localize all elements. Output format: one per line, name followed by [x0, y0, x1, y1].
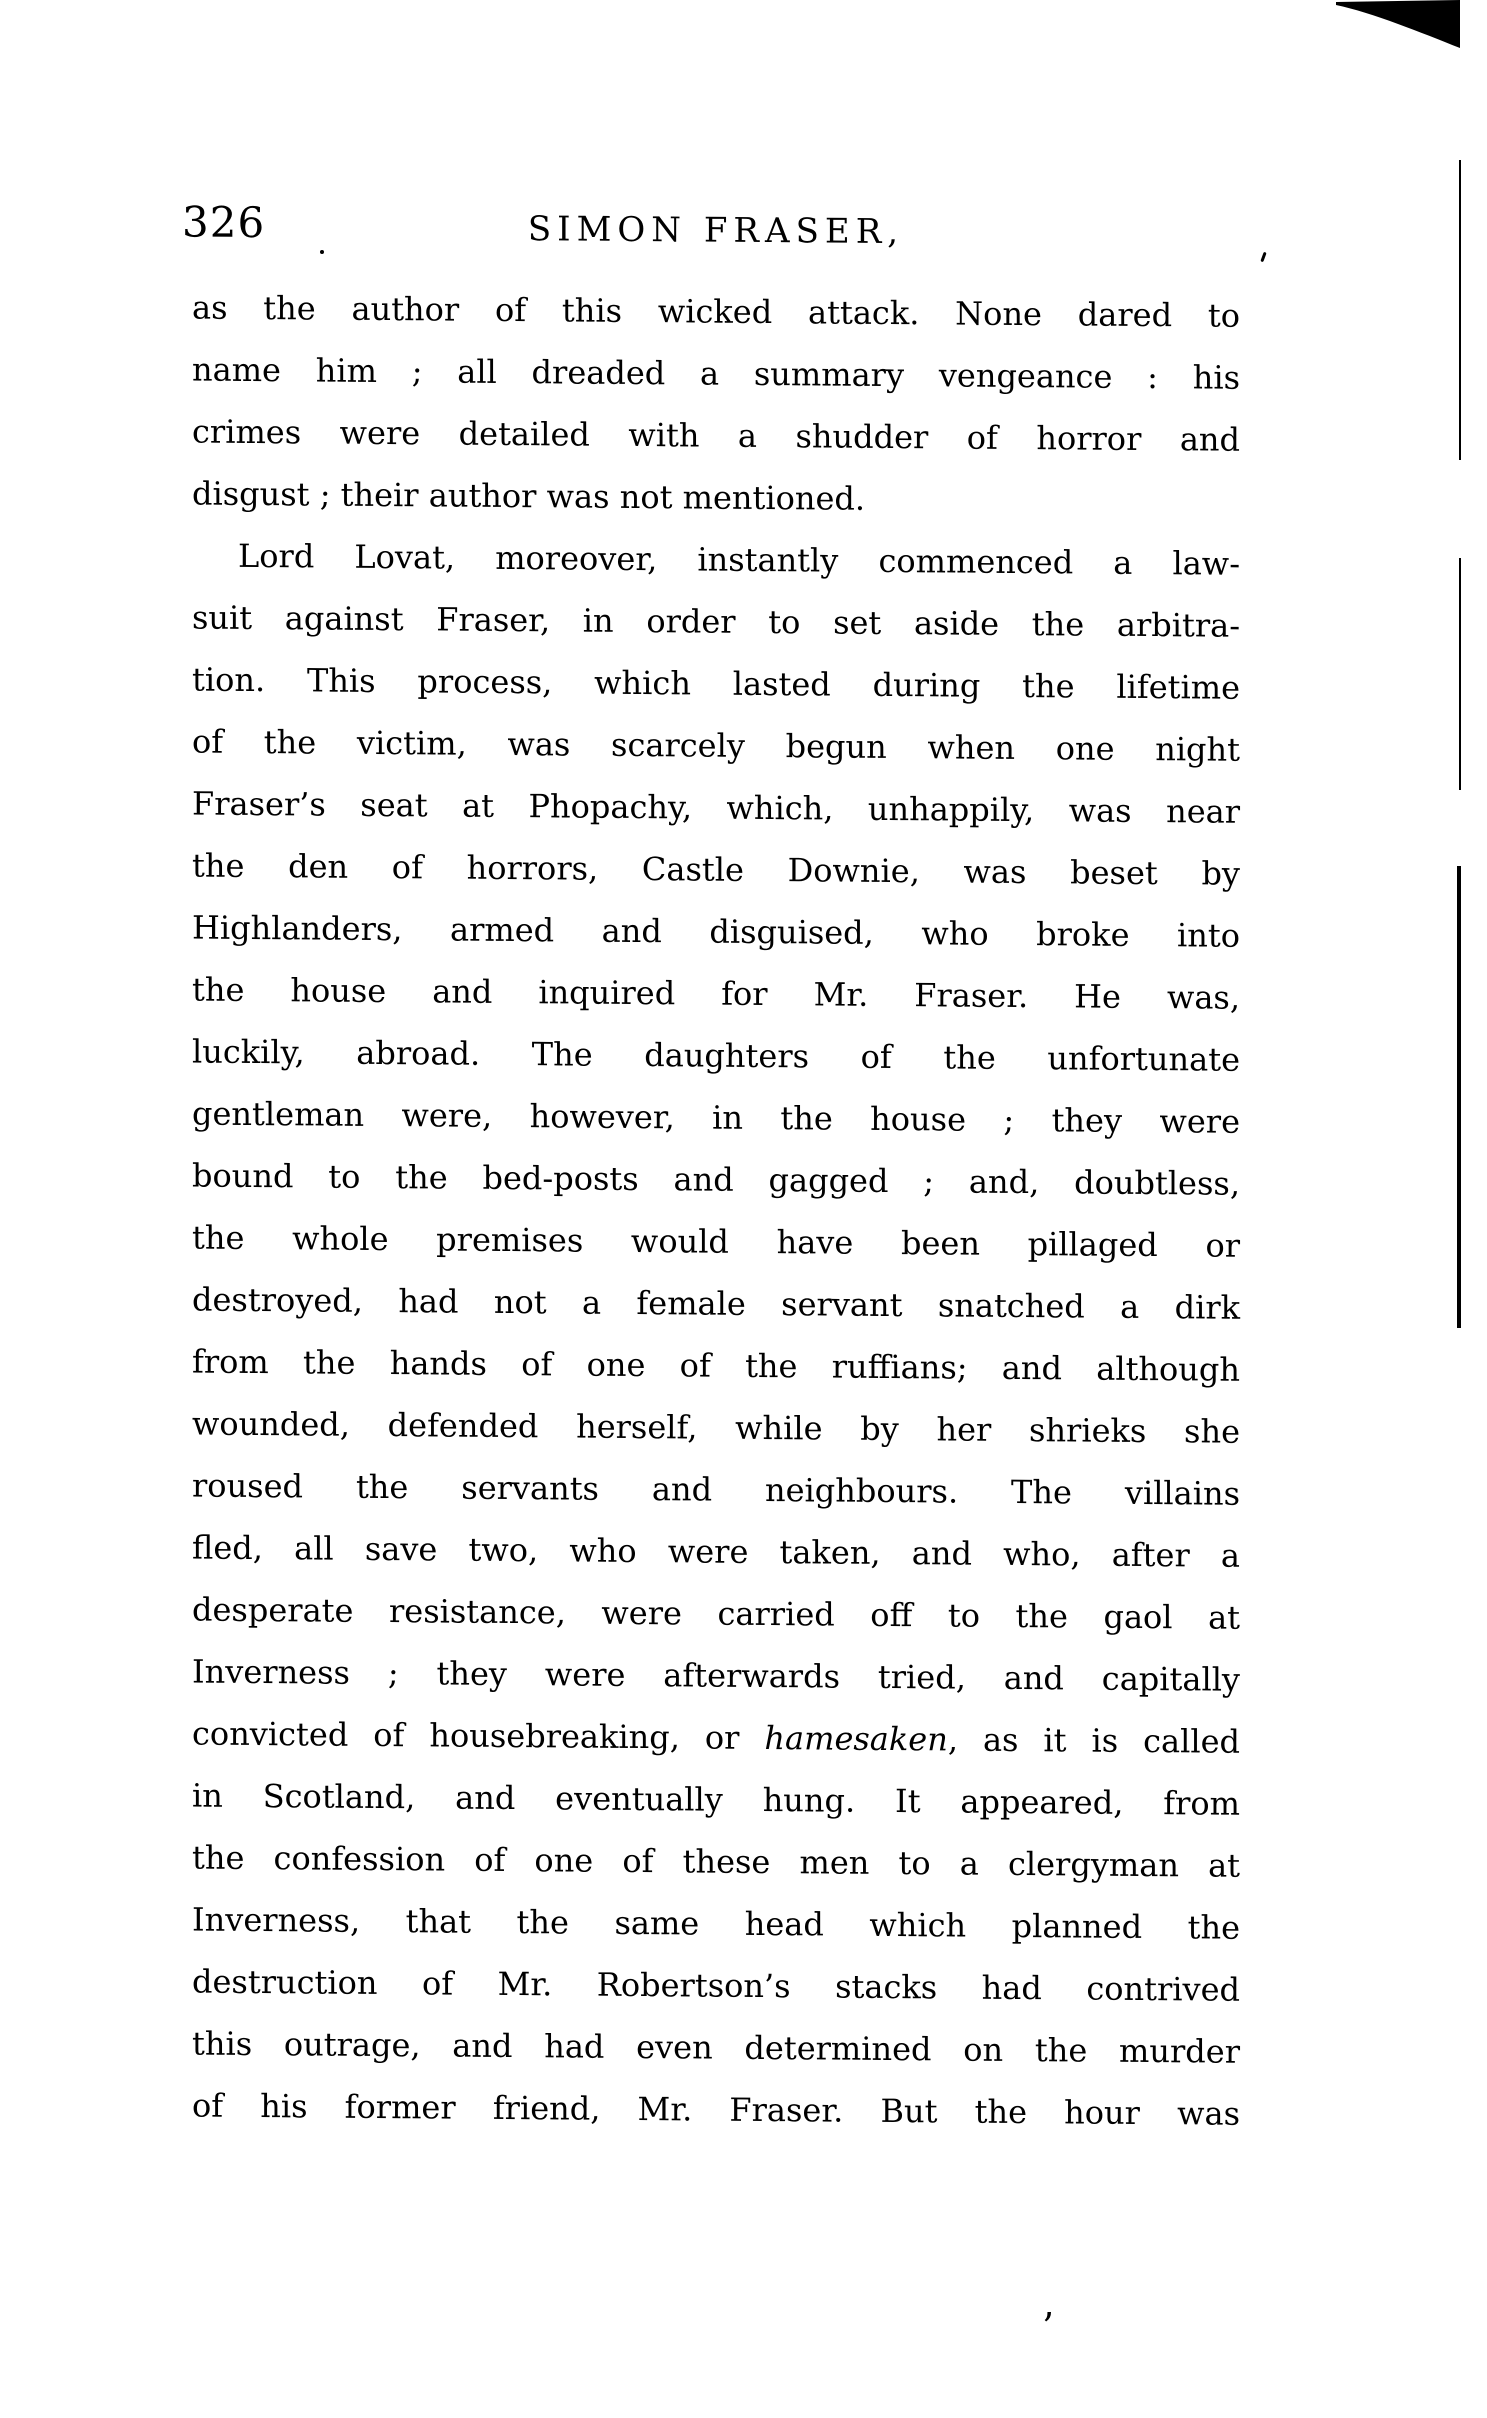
text-segment: suit against Fraser, in order to set aside the arbitra- [192, 598, 1240, 645]
text-line [192, 1517, 1240, 1587]
text-segment: destruction of Mr. Robertson’s stacks had contrived [192, 1962, 1240, 2009]
text-segment: destroyed, had not a female servant snatched a dirk [192, 1280, 1240, 1327]
text-line [192, 1207, 1240, 1277]
text-segment: the den of horrors, Castle Downie, was beset by [192, 846, 1240, 893]
text-line [192, 959, 1240, 1029]
text-segment: gentleman were, however, in the house ; they were [192, 1094, 1240, 1141]
text-segment: convicted of housebreaking, or [192, 1714, 765, 1758]
running-head: SIMON FRASER, [527, 209, 905, 253]
text-segment: of the victim, was scarcely begun when one night [192, 722, 1240, 769]
text-segment: roused the servants and neighbours. The villains [192, 1466, 1240, 1513]
text-segment: the whole premises would have been pillaged or [192, 1218, 1240, 1265]
text-segment: Fraser’s seat at Phopachy, which, unhappily, was near [192, 784, 1240, 831]
text-line [192, 1021, 1240, 1091]
text-line [192, 711, 1240, 781]
scan-edge-line [1459, 558, 1461, 790]
text-segment: the confession of one of these men to a clergyman at [192, 1838, 1240, 1885]
scan-edge-line [1457, 866, 1461, 1328]
text-line [192, 649, 1240, 719]
page-header [182, 188, 1240, 266]
text-segment: luckily, abroad. The daughters of the unfortunate [192, 1032, 1240, 1079]
text-line [192, 525, 1240, 595]
scan-speck [320, 250, 324, 254]
text-segment: this outrage, and had even determined on the murder [192, 2024, 1240, 2071]
text-line [192, 1641, 1240, 1711]
text-segment: hamesaken [764, 1719, 948, 1759]
text-line [192, 897, 1240, 967]
text-segment: of his former friend, Mr. Fraser. But the hour was [192, 2086, 1240, 2133]
text-segment: name him ; all dreaded a summary vengeance : his [192, 350, 1240, 397]
text-segment: tion. This process, which lasted during the lifetime [192, 660, 1240, 707]
text-line [192, 1393, 1240, 1463]
text-segment: from the hands of one of the ruffians; and although [192, 1342, 1240, 1389]
text-segment: Inverness ; they were afterwards tried, and capitally [192, 1652, 1240, 1699]
text-segment: crimes were detailed with a shudder of horror and [192, 412, 1240, 459]
text-segment: fled, all save two, who were taken, and who, after a [192, 1528, 1240, 1575]
stray-mark: ’ [1042, 2305, 1055, 2349]
text-segment: the house and inquired for Mr. Fraser. He was, [192, 970, 1240, 1017]
text-line [192, 401, 1240, 471]
text-line [192, 277, 1240, 347]
text-line [192, 773, 1240, 843]
text-segment: wounded, defended herself, while by her shrieks she [192, 1404, 1240, 1451]
text-line [192, 1889, 1240, 1959]
text-line [192, 2075, 1240, 2145]
text-segment: , as it is called [947, 1720, 1241, 1761]
text-segment: Lord Lovat, moreover, instantly commenced a law- [238, 536, 1240, 583]
text-line [192, 1145, 1240, 1215]
page-number: 326 [182, 197, 266, 248]
text-line [192, 1703, 1240, 1773]
text-line [192, 463, 1240, 533]
text-segment: disgust ; their author was not mentioned. [192, 474, 866, 518]
text-segment: desperate resistance, were carried off to the gaol at [192, 1590, 1240, 1637]
text-line [192, 2013, 1240, 2083]
body-text [192, 277, 1240, 2145]
text-segment: as the author of this wicked attack. None dared to [192, 288, 1240, 335]
text-segment: Inverness, that the same head which planned the [192, 1900, 1240, 1947]
text-line [192, 339, 1240, 409]
text-line [192, 835, 1240, 905]
text-line [192, 1331, 1240, 1401]
text-line [192, 1083, 1240, 1153]
text-line [192, 1951, 1240, 2021]
text-line [192, 1827, 1240, 1897]
text-segment: Highlanders, armed and disguised, who broke into [192, 908, 1240, 955]
text-segment: in Scotland, and eventually hung. It appeared, from [192, 1776, 1240, 1823]
text-segment: bound to the bed-posts and gagged ; and, doubtless, [192, 1156, 1240, 1203]
text-line [192, 1579, 1240, 1649]
text-line [192, 1269, 1240, 1339]
text-line [192, 1455, 1240, 1525]
scan-corner-blot [1336, 0, 1460, 50]
text-line [192, 587, 1240, 657]
scan-edge-line [1459, 160, 1461, 460]
text-line [192, 1765, 1240, 1835]
